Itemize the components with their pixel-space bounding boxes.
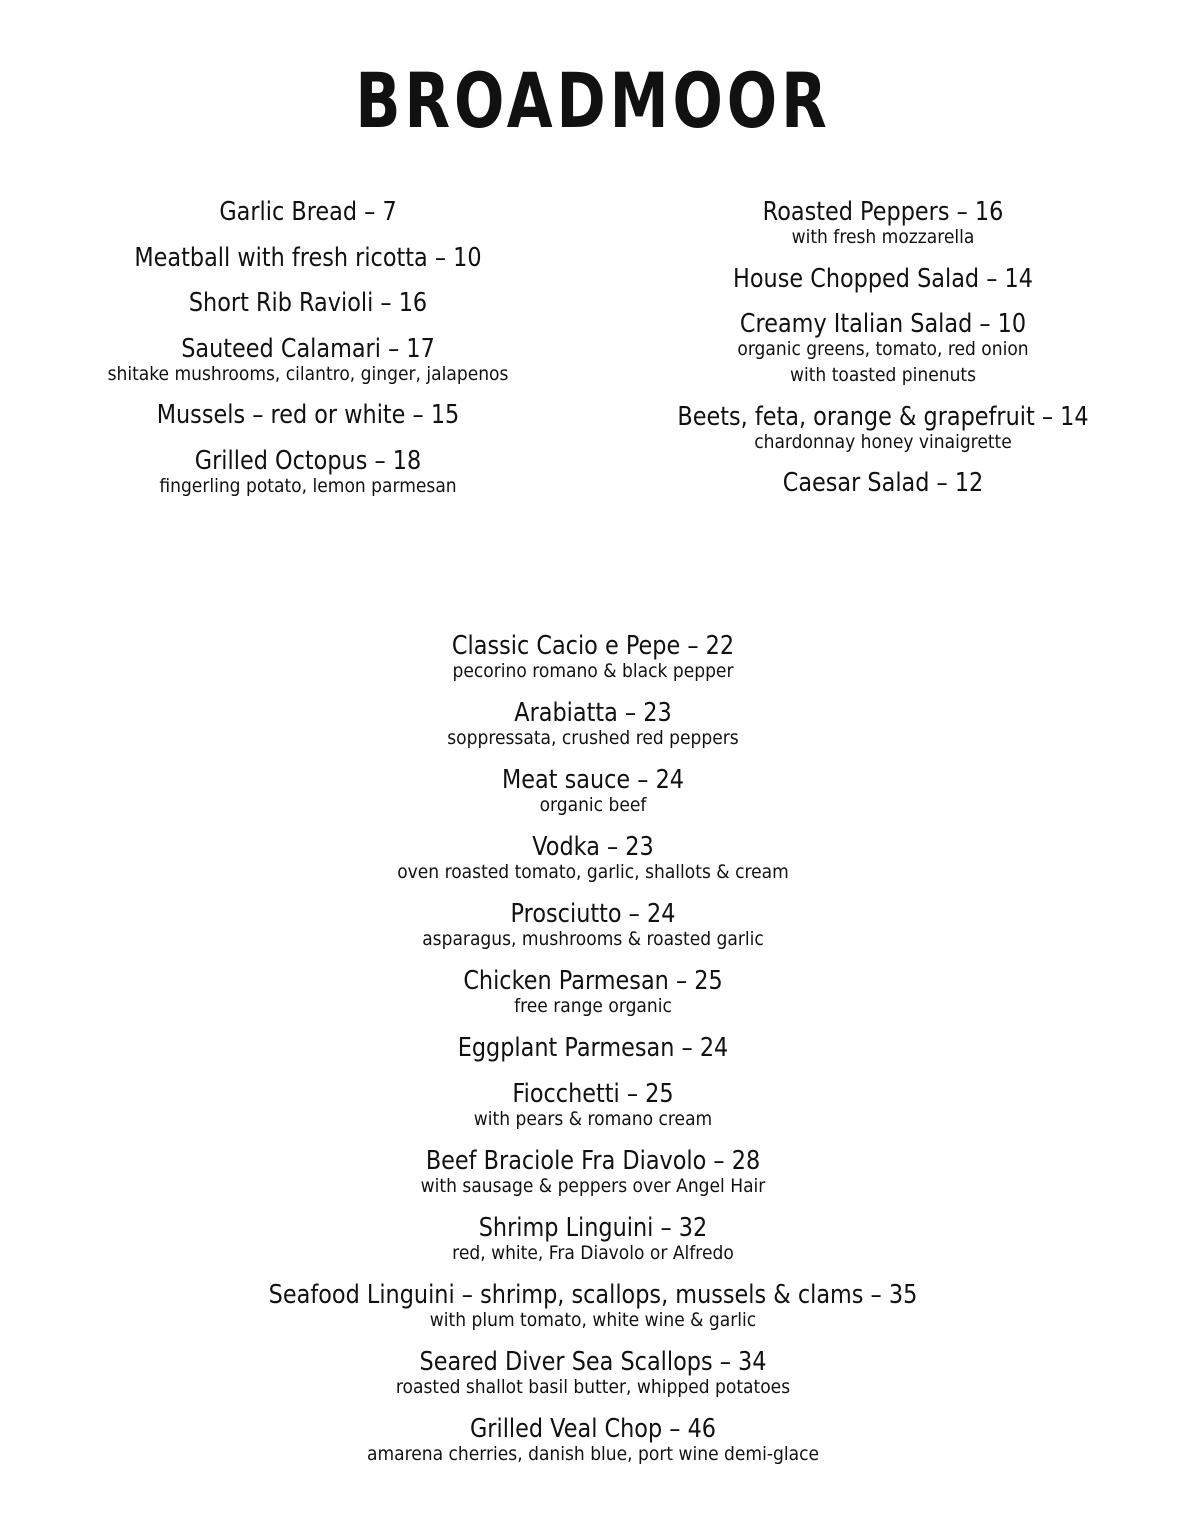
item-description: organic greens, tomato, red onion bbox=[737, 338, 1029, 360]
menu-item bbox=[38, 241, 578, 275]
item-name: Seafood Linguini – shrimp, scallops, mussels & clams – 35 bbox=[268, 1280, 918, 1310]
item-description: free range organic bbox=[514, 995, 672, 1017]
item-name: Beets, feta, orange & grapefruit – 14 bbox=[677, 401, 1089, 432]
item-name: Classic Cacio e Pepe – 22 bbox=[451, 631, 735, 661]
menu-item bbox=[38, 286, 578, 320]
salads-section bbox=[610, 195, 1156, 512]
menu-item bbox=[610, 195, 1156, 250]
item-name: Eggplant Parmesan – 24 bbox=[457, 1033, 729, 1063]
item-name: Vodka – 23 bbox=[532, 832, 654, 862]
menu-item bbox=[130, 629, 1056, 684]
item-name: Meat sauce – 24 bbox=[501, 765, 685, 795]
restaurant-title: BROADMOOR bbox=[355, 56, 831, 145]
menu-item bbox=[130, 1412, 1056, 1467]
item-description: with plum tomato, white wine & garlic bbox=[429, 1309, 757, 1331]
menu-item bbox=[130, 1077, 1056, 1132]
menu-item bbox=[130, 763, 1056, 818]
item-name: Beef Braciole Fra Diavolo – 28 bbox=[425, 1146, 761, 1176]
item-description: red, white, Fra Diavolo or Alfredo bbox=[452, 1242, 734, 1264]
menu-item bbox=[130, 1278, 1056, 1333]
item-description: asparagus, mushrooms & roasted garlic bbox=[422, 928, 764, 950]
menu-item bbox=[38, 444, 578, 499]
menu-item bbox=[130, 964, 1056, 1019]
menu-item bbox=[130, 830, 1056, 885]
item-description: pecorino romano & black pepper bbox=[452, 660, 734, 682]
mains-section bbox=[130, 629, 1056, 1479]
item-description-line-2: with toasted pinenuts bbox=[789, 364, 977, 386]
menu-item bbox=[38, 398, 578, 432]
item-name: Prosciutto – 24 bbox=[510, 899, 676, 929]
menu-item bbox=[610, 466, 1156, 500]
item-name: Short Rib Ravioli – 16 bbox=[188, 288, 428, 318]
menu-item bbox=[130, 1031, 1056, 1065]
item-name: Sauteed Calamari – 17 bbox=[181, 333, 435, 364]
item-name: Chicken Parmesan – 25 bbox=[463, 966, 723, 996]
item-name: Meatball with fresh ricotta – 10 bbox=[134, 242, 482, 273]
item-description: with pears & romano cream bbox=[473, 1108, 713, 1130]
menu-item bbox=[610, 400, 1156, 455]
item-description: oven roasted tomato, garlic, shallots & cream bbox=[397, 861, 789, 883]
item-name: Mussels – red or white – 15 bbox=[156, 400, 460, 430]
item-name: Seared Diver Sea Scallops – 34 bbox=[419, 1347, 767, 1377]
menu-item bbox=[130, 1144, 1056, 1199]
item-description: with fresh mozzarella bbox=[791, 226, 975, 248]
menu-item bbox=[130, 1345, 1056, 1400]
menu-item bbox=[130, 696, 1056, 751]
item-description: amarena cherries, danish blue, port wine demi-glace bbox=[366, 1443, 820, 1465]
item-description: organic beef bbox=[539, 794, 647, 816]
menu-item bbox=[610, 262, 1156, 296]
menu-item bbox=[130, 1211, 1056, 1266]
item-name: Fiocchetti – 25 bbox=[512, 1079, 674, 1109]
item-name: Roasted Peppers – 16 bbox=[762, 197, 1004, 227]
item-name: Shrimp Linguini – 32 bbox=[478, 1213, 708, 1243]
menu-item bbox=[38, 332, 578, 387]
item-description: with sausage & peppers over Angel Hair bbox=[420, 1175, 766, 1197]
item-name: Arabiatta – 23 bbox=[514, 698, 672, 728]
menu-item bbox=[610, 307, 1156, 388]
item-description: shitake mushrooms, cilantro, ginger, jalapenos bbox=[107, 362, 509, 385]
item-description: roasted shallot basil butter, whipped potatoes bbox=[395, 1376, 791, 1398]
appetizers-section bbox=[38, 195, 578, 510]
menu-item bbox=[130, 897, 1056, 952]
item-description: chardonnay honey vinaigrette bbox=[754, 430, 1012, 453]
item-name: Caesar Salad – 12 bbox=[782, 468, 984, 498]
item-name: Grilled Octopus – 18 bbox=[194, 445, 422, 476]
menu-item bbox=[38, 195, 578, 229]
item-name: Garlic Bread – 7 bbox=[219, 197, 397, 227]
item-description: soppressata, crushed red peppers bbox=[447, 727, 739, 749]
item-name: Grilled Veal Chop – 46 bbox=[469, 1414, 717, 1444]
item-name: Creamy Italian Salad – 10 bbox=[739, 309, 1027, 339]
item-description: fingerling potato, lemon parmesan bbox=[159, 474, 457, 497]
item-name: House Chopped Salad – 14 bbox=[733, 263, 1033, 294]
